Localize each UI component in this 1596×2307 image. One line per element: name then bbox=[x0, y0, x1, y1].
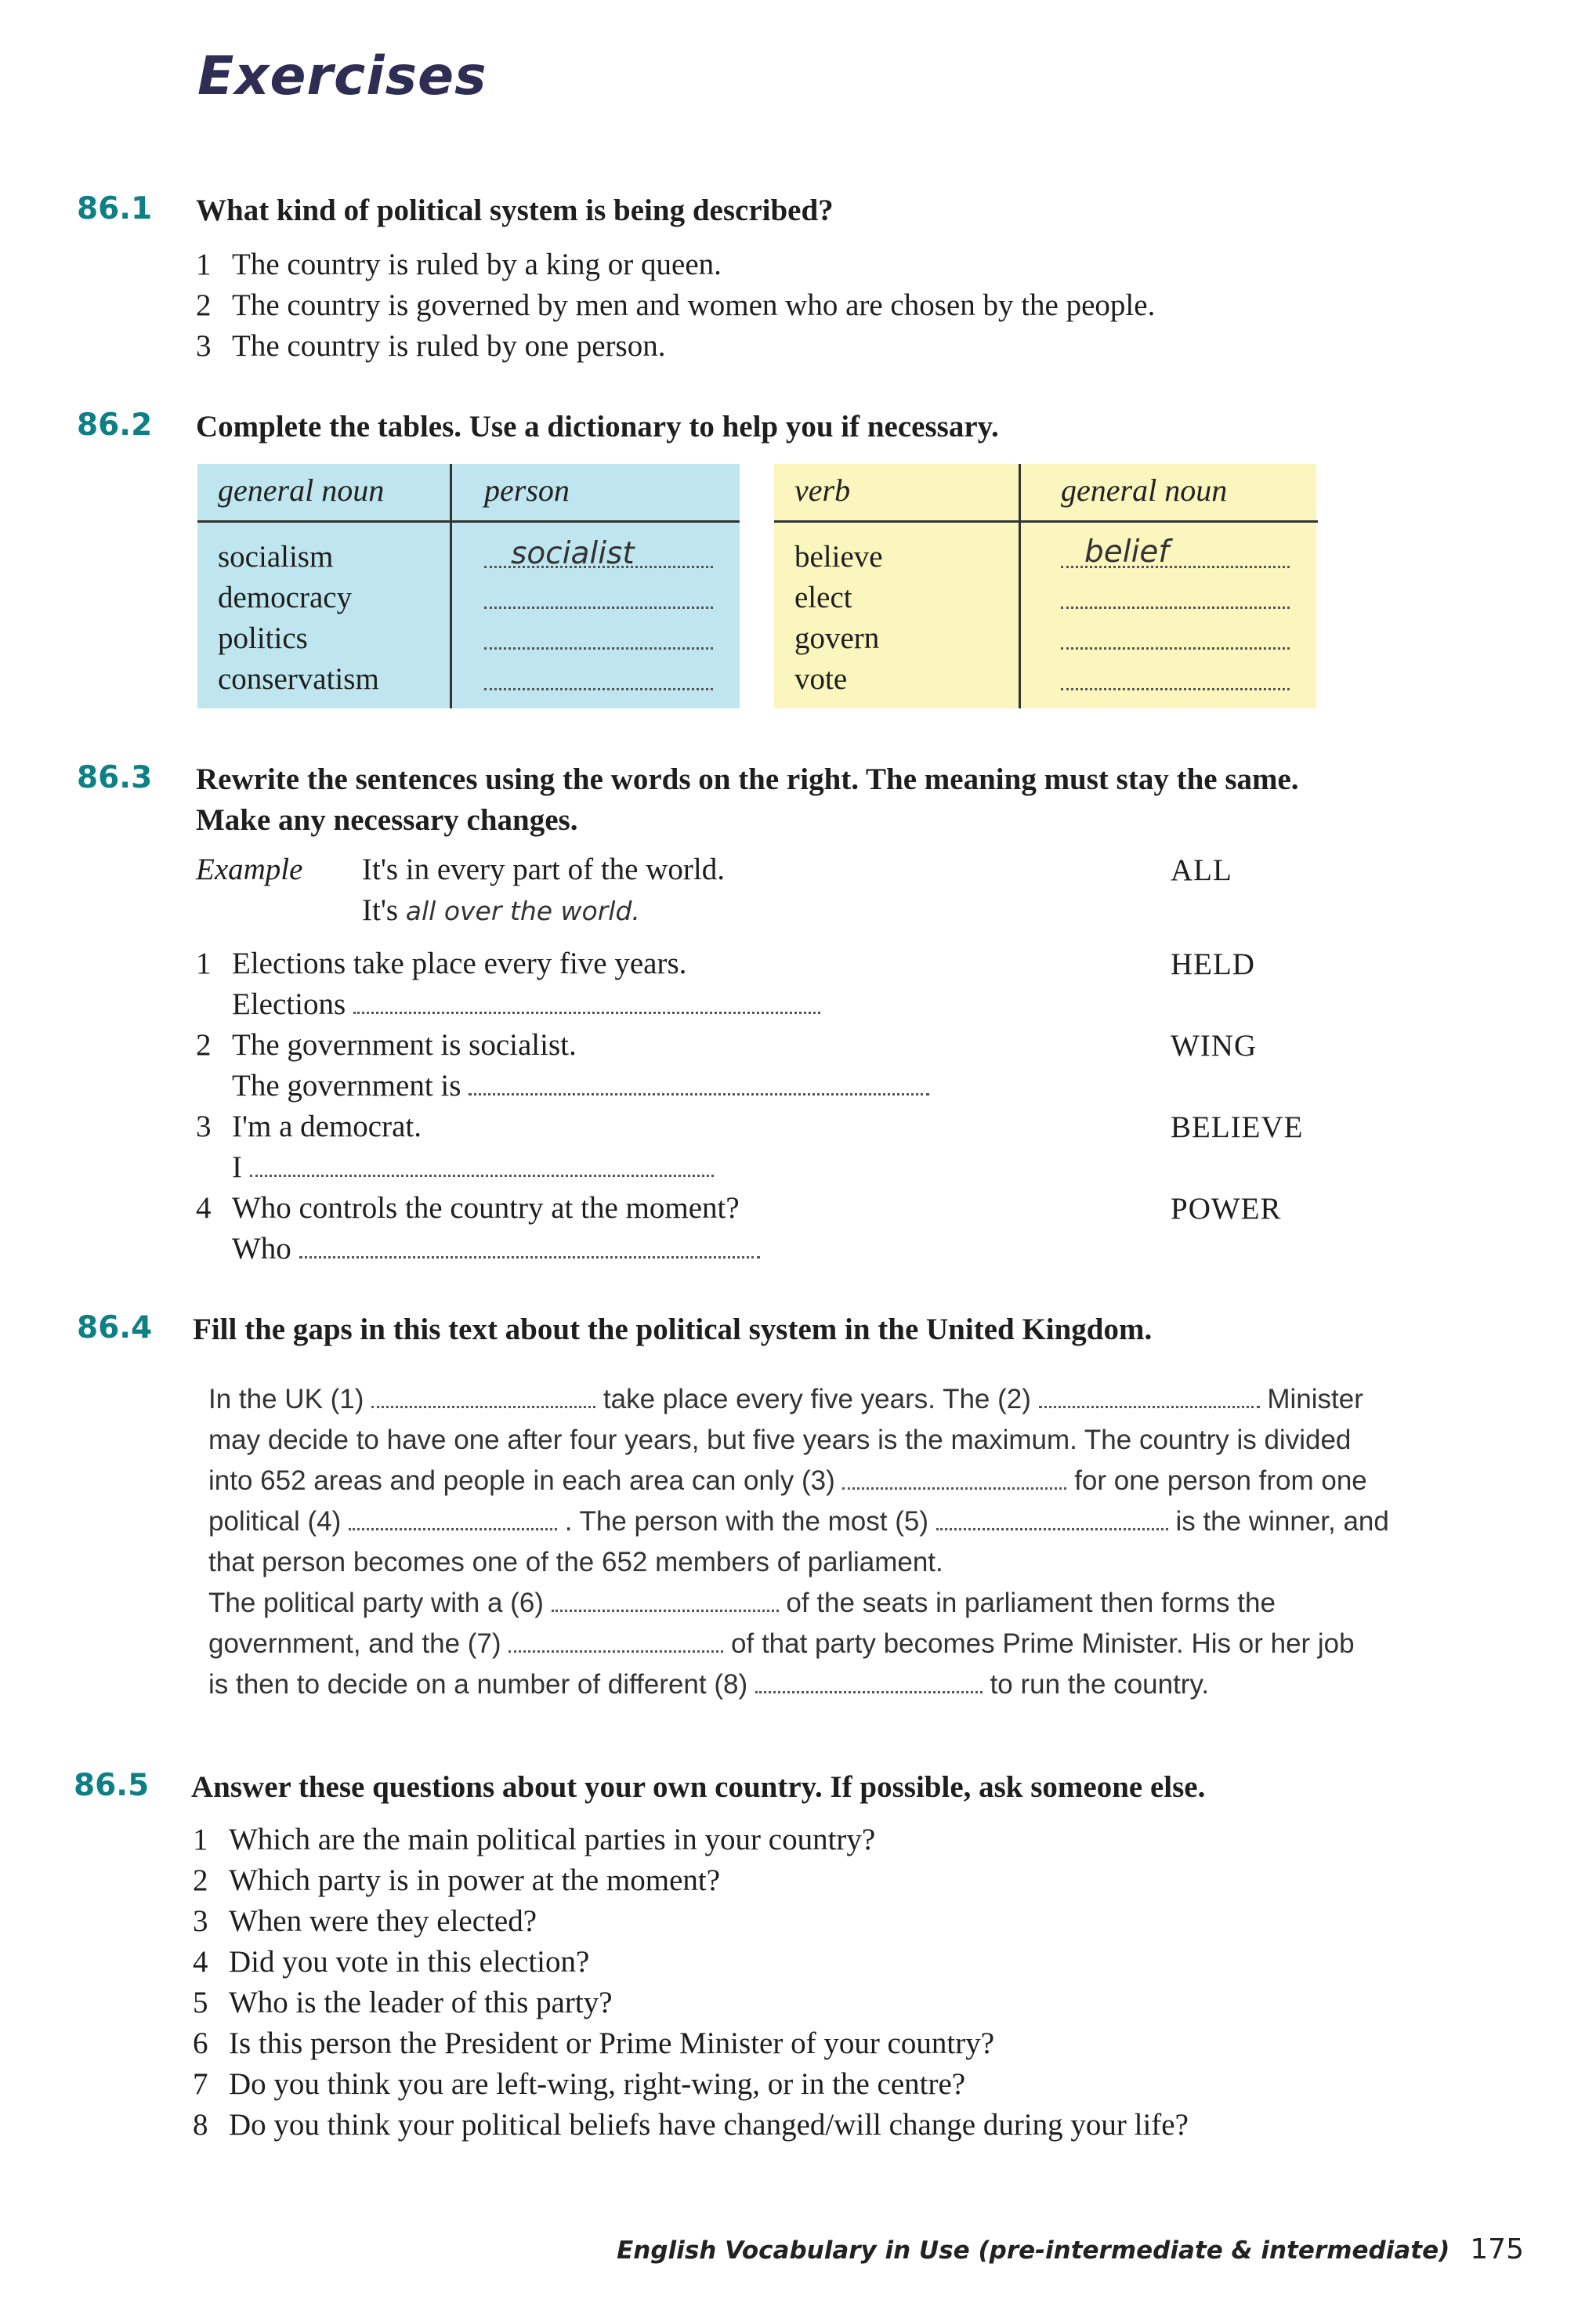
answer-blank[interactable] bbox=[469, 1070, 929, 1096]
table-cell: conservatism bbox=[218, 662, 379, 696]
gap-6[interactable] bbox=[552, 1591, 779, 1612]
book-title: English Vocabulary in Use (pre-intermediate & intermediate) bbox=[617, 2236, 1450, 2265]
gap-fill-text: In the UK (1) take place every five years. The (2) Minister may decide to have one after four years, but five years is the maximum. The country is divided into 652 areas and people in each area can only (3) for one person from one political (4) . The person with the most (5) is the winner, and that person becomes one of the 652 members of parliament. The political party with a (6) of the seats in parliament then forms the government, and the (7) of that party becomes Prime Minister. His or her job is then to decide on a number of different (8) to run the country. bbox=[208, 1384, 1389, 1700]
table-cell: democracy bbox=[218, 581, 353, 614]
table-header: verb bbox=[794, 473, 851, 508]
answer-blank[interactable] bbox=[299, 1233, 760, 1259]
gap-2[interactable] bbox=[1039, 1387, 1260, 1408]
gap-8[interactable] bbox=[755, 1672, 983, 1693]
page-title: Exercises bbox=[197, 45, 487, 107]
answer-blank[interactable] bbox=[484, 685, 713, 690]
exercise-instruction: Fill the gaps in this text about the political system in the United Kingdom. bbox=[193, 1313, 1153, 1346]
table-header: general noun bbox=[218, 473, 385, 508]
answer-blank[interactable] bbox=[484, 603, 713, 609]
exercise-instruction: Complete the tables. Use a dictionary to help you if necessary. bbox=[196, 410, 999, 444]
exercise-number: 86.2 bbox=[77, 407, 153, 443]
list-item: 2 The country is governed by men and women who are chosen by the people. bbox=[196, 288, 1156, 322]
keyword: ALL bbox=[1171, 853, 1232, 887]
list-item: 2 Which party is in power at the moment? bbox=[193, 1863, 721, 1897]
table-person bbox=[197, 464, 740, 708]
gap-1[interactable] bbox=[371, 1387, 595, 1408]
exercise-items bbox=[196, 244, 1155, 367]
keyword: WING bbox=[1171, 1029, 1258, 1063]
gap-5[interactable] bbox=[936, 1509, 1168, 1530]
table-cell: elect bbox=[794, 581, 852, 614]
gap-3[interactable] bbox=[842, 1469, 1066, 1490]
list-item: 1 Elections take place every five years. bbox=[196, 947, 687, 980]
table-cell: govern bbox=[794, 621, 880, 655]
list-item: 8 Do you think your political beliefs have changed/will change during your life? bbox=[193, 2108, 1189, 2142]
list-item: 4 Did you vote in this election? bbox=[193, 1945, 590, 1979]
answer-blank[interactable] bbox=[353, 988, 820, 1014]
keyword: BELIEVE bbox=[1171, 1110, 1304, 1144]
table-cell: politics bbox=[218, 621, 308, 655]
list-item: 2 The government is socialist. bbox=[196, 1028, 577, 1062]
exercise-number: 86.5 bbox=[74, 1768, 150, 1803]
list-item: 3 I'm a democrat. bbox=[196, 1110, 422, 1143]
list-item: 4 Who controls the country at the moment? bbox=[196, 1191, 740, 1225]
handwritten-answer: all over the world. bbox=[405, 896, 640, 926]
list-item: 3 When were they elected? bbox=[193, 1904, 537, 1938]
table-cell: believe bbox=[794, 540, 883, 574]
answer-blank[interactable] bbox=[484, 563, 713, 568]
answer-blank[interactable] bbox=[1061, 685, 1290, 690]
answer-blank[interactable] bbox=[1061, 563, 1290, 568]
exercise-number: 86.4 bbox=[77, 1310, 153, 1345]
keyword: HELD bbox=[1171, 947, 1255, 981]
example-sentence: It's in every part of the world. bbox=[362, 853, 725, 886]
table-cell: vote bbox=[794, 662, 848, 696]
keyword: POWER bbox=[1171, 1192, 1282, 1226]
exercise-instruction: Answer these questions about your own country. If possible, ask someone else. bbox=[191, 1770, 1206, 1804]
answer-blank[interactable] bbox=[250, 1151, 714, 1177]
exercise-instruction: Rewrite the sentences using the words on the right. The meaning must stay the same. bbox=[196, 762, 1299, 796]
table-general-noun bbox=[774, 464, 1316, 708]
list-item: 1 The country is ruled by a king or queen. bbox=[196, 248, 722, 281]
list-item: 6 Is this person the President or Prime Minister of your country? bbox=[193, 2026, 994, 2060]
example-rewrite: It's all over the world. bbox=[362, 893, 640, 927]
page-footer bbox=[617, 2233, 1524, 2265]
exercise-instruction: What kind of political system is being described? bbox=[196, 194, 834, 227]
gap-7[interactable] bbox=[508, 1632, 723, 1653]
table-cell: socialism bbox=[218, 540, 334, 574]
answer-blank[interactable] bbox=[1061, 603, 1290, 609]
exercise-number: 86.1 bbox=[77, 191, 153, 226]
exercise-number: 86.3 bbox=[77, 760, 153, 795]
page-number: 175 bbox=[1470, 2233, 1524, 2265]
rewrite-line: I bbox=[232, 1147, 714, 1188]
answer-blank[interactable] bbox=[484, 644, 713, 650]
list-item: 1 Which are the main political parties in your country? bbox=[193, 1823, 876, 1856]
list-item: 3 The country is ruled by one person. bbox=[196, 329, 666, 363]
table-header: person bbox=[484, 473, 570, 508]
handwritten-answer: belief bbox=[1084, 534, 1170, 570]
rewrite-line: Elections bbox=[232, 984, 820, 1025]
rewrite-line: The government is bbox=[232, 1066, 929, 1106]
example-label: Example bbox=[196, 853, 303, 886]
table-header: general noun bbox=[1061, 473, 1228, 508]
list-item: 5 Who is the leader of this party? bbox=[193, 1986, 613, 2019]
rewrite-line: Who bbox=[232, 1229, 760, 1269]
gap-4[interactable] bbox=[349, 1509, 557, 1530]
exercise-items bbox=[193, 1820, 1189, 2146]
list-item: 7 Do you think you are left-wing, right-wing, or in the centre? bbox=[193, 2067, 966, 2101]
answer-blank[interactable] bbox=[1061, 644, 1290, 650]
exercise-instruction: Make any necessary changes. bbox=[196, 803, 578, 837]
handwritten-answer: socialist bbox=[511, 536, 635, 571]
